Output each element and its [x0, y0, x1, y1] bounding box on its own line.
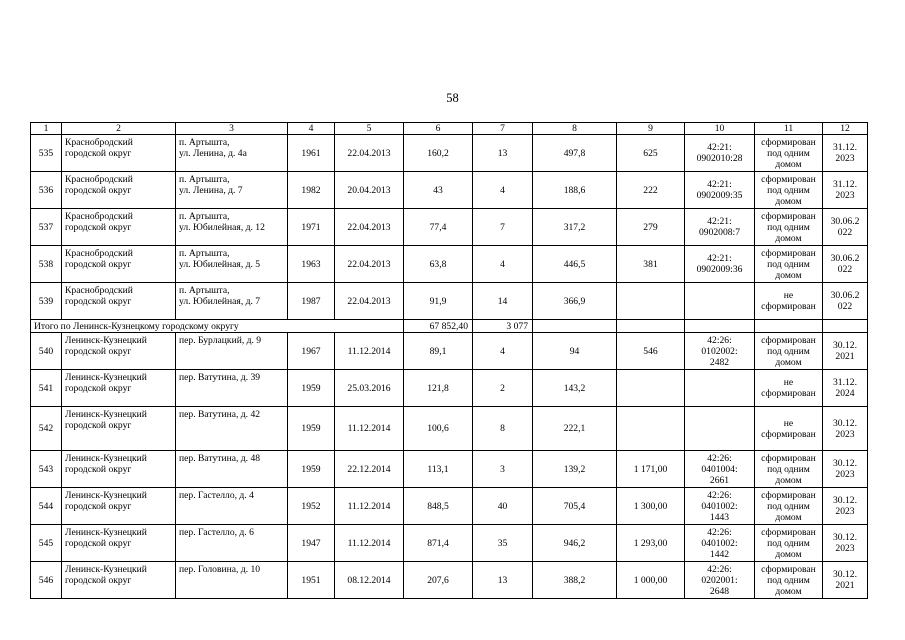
- date-cell: 22.04.2013: [335, 209, 404, 246]
- district-cell: Краснобродский городской округ: [62, 172, 176, 209]
- area-cell: 207,6: [404, 562, 473, 599]
- table-row: [31, 209, 868, 246]
- address-cell: пер. Ватутина, д. 42: [176, 407, 288, 451]
- address-cell: п. Артышта, ул. Ленина, д. 7: [176, 172, 288, 209]
- table-row: [31, 246, 868, 283]
- column-number: 4: [288, 123, 335, 135]
- value-cell: 546: [617, 333, 685, 370]
- year-cell: 1967: [288, 333, 335, 370]
- table-row: [31, 370, 868, 407]
- value-cell: [617, 407, 685, 451]
- residents-cell: 14: [473, 283, 533, 320]
- row-number: 544: [31, 488, 62, 525]
- table-row: [31, 488, 868, 525]
- district-cell: Краснобродский городской округ: [62, 246, 176, 283]
- address-cell: пер. Бурлацкий, д. 9: [176, 333, 288, 370]
- total-area: 67 852,40: [404, 320, 473, 333]
- residents-cell: 8: [473, 407, 533, 451]
- page-number: 58: [446, 91, 459, 105]
- date-cell: 22.04.2013: [335, 246, 404, 283]
- residents-cell: 40: [473, 488, 533, 525]
- row-number: 545: [31, 525, 62, 562]
- land-status-cell: сформирован под одним домом: [755, 135, 823, 172]
- land-cell: 188,6: [533, 172, 617, 209]
- land-status-cell: сформирован под одним домом: [755, 172, 823, 209]
- column-number: 3: [176, 123, 288, 135]
- deadline-cell: 30.12. 2023: [823, 407, 868, 451]
- land-status-cell: не сформирован: [755, 407, 823, 451]
- deadline-cell: 30.06.2 022: [823, 283, 868, 320]
- empty-cell: [823, 320, 868, 333]
- land-status-cell: сформирован под одним домом: [755, 209, 823, 246]
- year-cell: 1947: [288, 525, 335, 562]
- year-cell: 1961: [288, 135, 335, 172]
- year-cell: 1982: [288, 172, 335, 209]
- land-cell: 446,5: [533, 246, 617, 283]
- cadastral-number-cell: 42:21: 0902008:7: [685, 209, 755, 246]
- land-cell: 366,9: [533, 283, 617, 320]
- deadline-cell: 30.06.2 022: [823, 209, 868, 246]
- area-cell: 121,8: [404, 370, 473, 407]
- row-number: 539: [31, 283, 62, 320]
- deadline-cell: 30.12. 2021: [823, 562, 868, 599]
- column-number: 7: [473, 123, 533, 135]
- empty-cell: [685, 320, 755, 333]
- row-number: 536: [31, 172, 62, 209]
- column-number: 6: [404, 123, 473, 135]
- area-cell: 77,4: [404, 209, 473, 246]
- row-number: 546: [31, 562, 62, 599]
- empty-cell: [533, 320, 617, 333]
- year-cell: 1952: [288, 488, 335, 525]
- date-cell: 22.12.2014: [335, 451, 404, 488]
- value-cell: 1 171,00: [617, 451, 685, 488]
- row-number: 535: [31, 135, 62, 172]
- address-cell: п. Артышта, ул. Юбилейная, д. 7: [176, 283, 288, 320]
- land-status-cell: сформирован под одним домом: [755, 451, 823, 488]
- value-cell: 381: [617, 246, 685, 283]
- column-number: 8: [533, 123, 617, 135]
- value-cell: 1 293,00: [617, 525, 685, 562]
- cadastral-number-cell: 42:26: 0401004: 2661: [685, 451, 755, 488]
- value-cell: [617, 370, 685, 407]
- row-number: 541: [31, 370, 62, 407]
- residents-cell: 3: [473, 451, 533, 488]
- land-cell: 222,1: [533, 407, 617, 451]
- land-cell: 388,2: [533, 562, 617, 599]
- deadline-cell: 30.12. 2023: [823, 488, 868, 525]
- total-residents: 3 077: [473, 320, 533, 333]
- district-cell: Ленинск-Кузнецкий городской округ: [62, 488, 176, 525]
- district-cell: Краснобродский городской округ: [62, 135, 176, 172]
- value-cell: 625: [617, 135, 685, 172]
- land-status-cell: сформирован под одним домом: [755, 525, 823, 562]
- date-cell: 08.12.2014: [335, 562, 404, 599]
- deadline-cell: 31.12. 2023: [823, 172, 868, 209]
- date-cell: 22.04.2013: [335, 283, 404, 320]
- year-cell: 1963: [288, 246, 335, 283]
- value-cell: 222: [617, 172, 685, 209]
- table-row: [31, 135, 868, 172]
- land-status-cell: сформирован под одним домом: [755, 333, 823, 370]
- cadastral-number-cell: 42:21: 0902009:35: [685, 172, 755, 209]
- address-cell: пер. Ватутина, д. 39: [176, 370, 288, 407]
- column-number: 2: [62, 123, 176, 135]
- year-cell: 1971: [288, 209, 335, 246]
- residents-cell: 13: [473, 135, 533, 172]
- land-status-cell: сформирован под одним домом: [755, 488, 823, 525]
- date-cell: 11.12.2014: [335, 488, 404, 525]
- area-cell: 160,2: [404, 135, 473, 172]
- date-cell: 11.12.2014: [335, 333, 404, 370]
- area-cell: 848,5: [404, 488, 473, 525]
- district-cell: Ленинск-Кузнецкий городской округ: [62, 407, 176, 451]
- value-cell: 1 300,00: [617, 488, 685, 525]
- residents-cell: 4: [473, 172, 533, 209]
- land-status-cell: не сформирован: [755, 370, 823, 407]
- district-cell: Краснобродский городской округ: [62, 209, 176, 246]
- district-cell: Краснобродский городской округ: [62, 283, 176, 320]
- date-cell: 11.12.2014: [335, 407, 404, 451]
- residents-cell: 4: [473, 246, 533, 283]
- row-number: 543: [31, 451, 62, 488]
- cadastral-number-cell: 42:21: 0902009:36: [685, 246, 755, 283]
- district-cell: Ленинск-Кузнецкий городской округ: [62, 451, 176, 488]
- district-cell: Ленинск-Кузнецкий городской округ: [62, 370, 176, 407]
- land-cell: 497,8: [533, 135, 617, 172]
- table-row: [31, 172, 868, 209]
- deadline-cell: 30.12. 2021: [823, 333, 868, 370]
- address-cell: п. Артышта, ул. Юбилейная, д. 5: [176, 246, 288, 283]
- cadastral-number-cell: 42:26: 0401002: 1442: [685, 525, 755, 562]
- cadastral-number-cell: 42:26: 0102002: 2482: [685, 333, 755, 370]
- address-cell: п. Артышта, ул. Юбилейная, д. 12: [176, 209, 288, 246]
- date-cell: 25.03.2016: [335, 370, 404, 407]
- column-number: 10: [685, 123, 755, 135]
- empty-cell: [755, 320, 823, 333]
- total-row: [31, 320, 868, 333]
- deadline-cell: 30.06.2 022: [823, 246, 868, 283]
- district-cell: Ленинск-Кузнецкий городской округ: [62, 525, 176, 562]
- row-number: 538: [31, 246, 62, 283]
- land-cell: 139,2: [533, 451, 617, 488]
- table-row: [31, 283, 868, 320]
- deadline-cell: 30.12. 2023: [823, 451, 868, 488]
- cadastral-number-cell: [685, 407, 755, 451]
- year-cell: 1959: [288, 407, 335, 451]
- table-row: [31, 333, 868, 370]
- column-number: 12: [823, 123, 868, 135]
- cadastral-number-cell: 42:26: 0202001: 2648: [685, 562, 755, 599]
- area-cell: 871,4: [404, 525, 473, 562]
- column-number: 9: [617, 123, 685, 135]
- address-cell: пер. Гастелло, д. 6: [176, 525, 288, 562]
- land-status-cell: сформирован под одним домом: [755, 562, 823, 599]
- land-cell: 705,4: [533, 488, 617, 525]
- housing-registry-table: [30, 122, 868, 599]
- address-cell: п. Артышта, ул. Ленина, д. 4а: [176, 135, 288, 172]
- district-cell: Ленинск-Кузнецкий городской округ: [62, 333, 176, 370]
- residents-cell: 35: [473, 525, 533, 562]
- area-cell: 113,1: [404, 451, 473, 488]
- area-cell: 89,1: [404, 333, 473, 370]
- row-number: 542: [31, 407, 62, 451]
- date-cell: 22.04.2013: [335, 135, 404, 172]
- land-cell: 317,2: [533, 209, 617, 246]
- cadastral-number-cell: [685, 283, 755, 320]
- land-status-cell: сформирован под одним домом: [755, 246, 823, 283]
- year-cell: 1951: [288, 562, 335, 599]
- deadline-cell: 30.12. 2023: [823, 525, 868, 562]
- table-row: [31, 407, 868, 451]
- address-cell: пер. Гастелло, д. 4: [176, 488, 288, 525]
- date-cell: 20.04.2013: [335, 172, 404, 209]
- column-number: 1: [31, 123, 62, 135]
- value-cell: 279: [617, 209, 685, 246]
- residents-cell: 13: [473, 562, 533, 599]
- address-cell: пер. Головина, д. 10: [176, 562, 288, 599]
- residents-cell: 7: [473, 209, 533, 246]
- residents-cell: 4: [473, 333, 533, 370]
- deadline-cell: 31.12. 2024: [823, 370, 868, 407]
- value-cell: 1 000,00: [617, 562, 685, 599]
- empty-cell: [617, 320, 685, 333]
- residents-cell: 2: [473, 370, 533, 407]
- date-cell: 11.12.2014: [335, 525, 404, 562]
- cadastral-number-cell: 42:21: 0902010:28: [685, 135, 755, 172]
- land-cell: 143,2: [533, 370, 617, 407]
- area-cell: 43: [404, 172, 473, 209]
- year-cell: 1987: [288, 283, 335, 320]
- land-status-cell: не сформирован: [755, 283, 823, 320]
- cadastral-number-cell: [685, 370, 755, 407]
- land-cell: 94: [533, 333, 617, 370]
- address-cell: пер. Ватутина, д. 48: [176, 451, 288, 488]
- column-number: 5: [335, 123, 404, 135]
- total-label: Итого по Ленинск-Кузнецкому городскому округу: [31, 320, 404, 333]
- year-cell: 1959: [288, 370, 335, 407]
- area-cell: 91,9: [404, 283, 473, 320]
- table-row: [31, 525, 868, 562]
- deadline-cell: 31.12. 2023: [823, 135, 868, 172]
- area-cell: 100,6: [404, 407, 473, 451]
- table-row: [31, 451, 868, 488]
- row-number: 540: [31, 333, 62, 370]
- district-cell: Ленинск-Кузнецкий городской округ: [62, 562, 176, 599]
- land-cell: 946,2: [533, 525, 617, 562]
- column-number-row: [31, 123, 868, 135]
- column-number: 11: [755, 123, 823, 135]
- cadastral-number-cell: 42:26: 0401002: 1443: [685, 488, 755, 525]
- row-number: 537: [31, 209, 62, 246]
- value-cell: [617, 283, 685, 320]
- year-cell: 1959: [288, 451, 335, 488]
- area-cell: 63,8: [404, 246, 473, 283]
- table-row: [31, 562, 868, 599]
